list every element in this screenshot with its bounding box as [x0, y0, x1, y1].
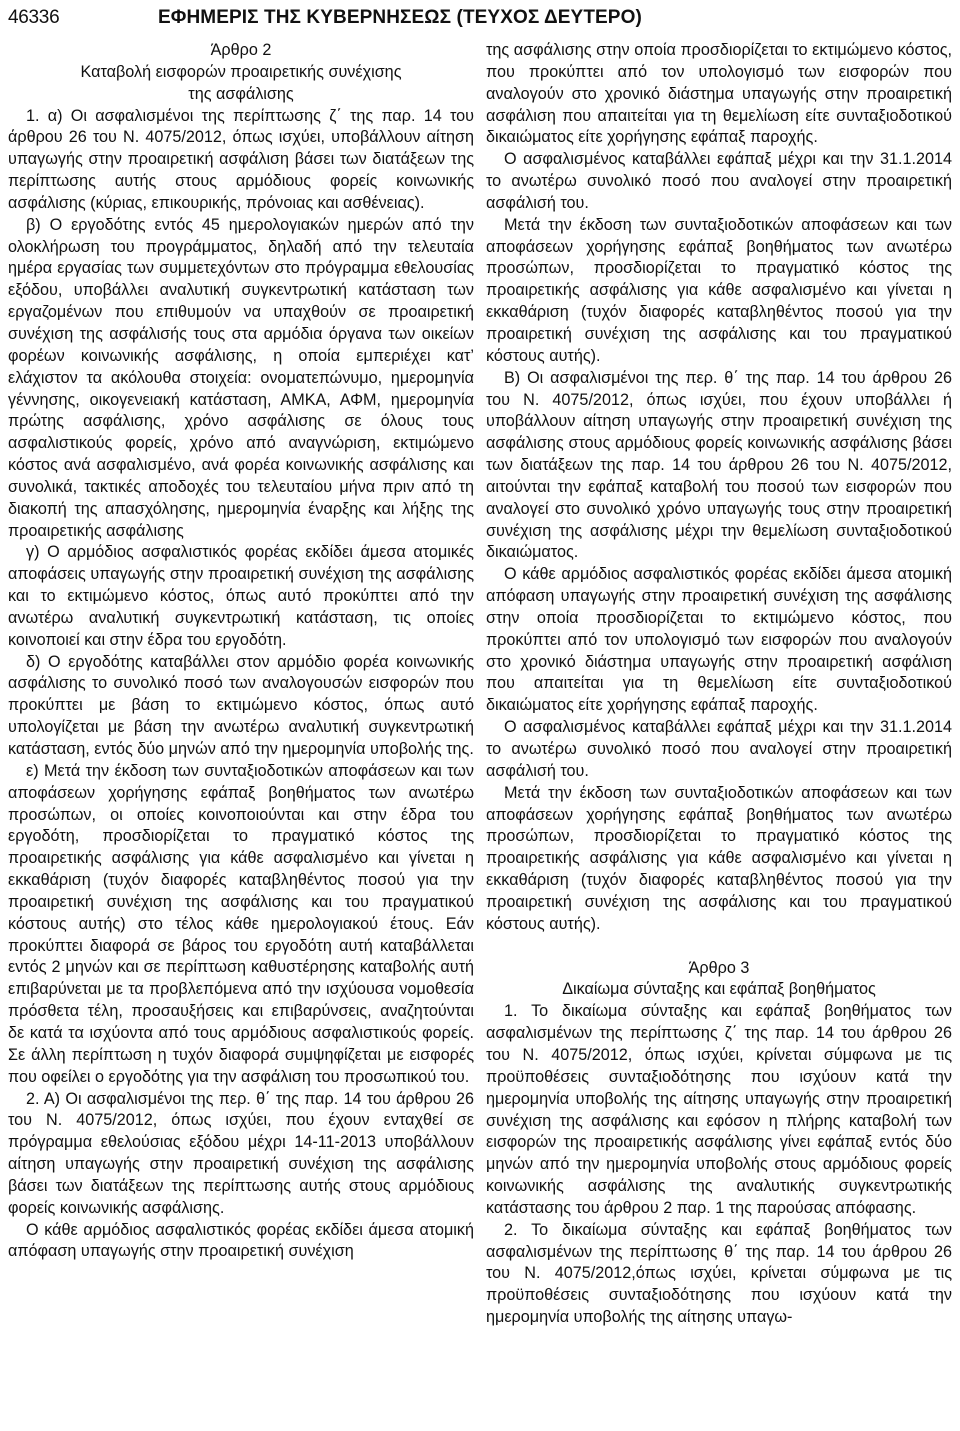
paragraph: Ο κάθε αρμόδιος ασφαλιστικός φορέας εκδίδει άμεσα ατομική απόφαση υπαγωγής στην προαιρετική συνέχιση της ασφάλισης στην οποία προσδιορίζεται το εκτιμώμενο κόστος, που προκύπτει από τον υπολογισμό των εισφορών που αναλογούν στο χρονικό διάστημα υπαγωγής στην προαιρετική ασφάλιση που απαιτείται για τη θεμελίωση είτε συνταξιοδοτικού δικαιώματος είτε χορήγησης εφάπαξ παροχής.: [486, 565, 952, 715]
article-3-subtitle: Δικαίωμα σύνταξης και εφάπαξ βοηθήματος: [562, 980, 876, 999]
article-3-title: Άρθρο 3: [688, 958, 750, 977]
paragraph: Ο ασφαλισμένος καταβάλλει εφάπαξ μέχρι και την 31.1.2014 το ανωτέρω συνολικό ποσό που αναλογεί στην προαιρετική ασφάλισή του.: [486, 718, 952, 780]
page-header: [8, 5, 952, 31]
page-number: 46336: [8, 7, 60, 28]
paragraph: Ο ασφαλισμένος καταβάλλει εφάπαξ μέχρι και την 31.1.2014 το ανωτέρω συνολικό ποσό που αναλογεί στην προαιρετική ασφάλισή του.: [486, 150, 952, 212]
paragraph: ε) Μετά την έκδοση των συνταξιοδοτικών αποφάσεων και των αποφάσεων χορήγησης εφάπαξ βοηθήματος των ανωτέρω προσώπων, οι οποίες κοινοποιούνται και στην έδρα του εργοδότη, προσδιορίζεται το πραγματικό κόστος της προαιρετικής ασφάλισης για κάθε ασφαλισμένο και γίνεται η εκκαθάριση (τυχόν διαφορές καταβληθέντος ποσού για την προαιρετική συνέχιση της ασφάλισης και του πραγματικού κόστους αυτής) στο τέλος κάθε ημερολογιακού έτους. Εάν προκύπτει διαφορά σε βάρος του εργοδότη αυτή καταβάλλεται εντός 2 μηνών και σε περίπτωση καθυστέρησης καταβολής αυτή επιβαρύνεται με τα προβλεπόμενα από την ισχύουσα νομοθεσία πρόσθετα τέλη, προσαυξήσεις και επιβαρύνσεις, αναζητούνται δε κατά τα ισχύοντα από τους αρμόδιους ασφαλιστικούς φορείς. Σε άλλη περίπτωση η τυχόν διαφορά συμψηφίζεται με εισφορές που οφείλει ο εργοδότης για την ασφάλιση του προσωπικού του.: [8, 761, 474, 1086]
gazette-title: ΕΦΗΜΕΡΙΣ ΤΗΣ ΚΥΒΕΡΝΗΣΕΩΣ (ΤΕΥΧΟΣ ΔΕΥΤΕΡΟ): [158, 7, 642, 28]
paragraph: Μετά την έκδοση των συνταξιοδοτικών αποφάσεων και των αποφάσεων χορήγησης εφάπαξ βοηθήματος των ανωτέρω προσώπων, προσδιορίζεται το πραγματικό κόστος της προαιρετικής ασφάλισης για κάθε ασφαλισμένο και γίνεται η εκκαθάριση (τυχόν διαφορές καταβληθέντος ποσού για την προαιρετική συνέχιση της ασφάλισης και του πραγματικού κόστους αυτής).: [486, 783, 952, 933]
right-column: [486, 40, 952, 1329]
article-2-subtitle-line-1: Καταβολή εισφορών προαιρετικής συνέχισης: [80, 62, 402, 81]
paragraph: Ο κάθε αρμόδιος ασφαλιστικός φορέας εκδίδει άμεσα ατομική απόφαση υπαγωγής στην προαιρετική συνέχιση: [8, 1220, 474, 1261]
paragraph: 2. Το δικαίωμα σύνταξης και εφάπαξ βοηθήματος των ασφαλισμένων της περίπτωσης θ΄ της παρ. 14 του άρθρου 26 του Ν. 4075/2012,όπως ισχύει, κρίνεται σύμφωνα με τις προϋποθέσεις συνταξιοδότησης που ισχύουν κατά την ημερομηνία υποβολής της αίτησης υπαγω-: [486, 1220, 952, 1327]
article-2-title: Άρθρο 2: [210, 41, 272, 59]
paragraph: της ασφάλισης στην οποία προσδιορίζεται το εκτιμώμενο κόστος, που προκύπτει από τον υπολογισμό των εισφορών που αναλογούν στο χρονικό διάστημα υπαγωγής στην προαιρετική ασφάλιση που απαιτείται για τη θεμελίωση είτε συνταξιοδοτικού δικαιώματος είτε χορήγησης εφάπαξ παροχής.: [486, 41, 952, 147]
paragraph: 1. Το δικαίωμα σύνταξης και εφάπαξ βοηθήματος των ασφαλισμένων της περίπτωσης ζ΄ της παρ. 14 του άρθρου 26 του Ν. 4075/2012, όπως ισχύει, κρίνεται σύμφωνα με τις προϋποθέσεις συνταξιοδότησης που ισχύουν κατά την ημερομηνία υποβολής της αίτησης υπαγωγής στην προαιρετική συνέχιση της ασφάλισης και εφόσον η πλήρης καταβολή των εισφορών της προαιρετικής ασφάλισης γίνει εφάπαξ εντός δύο μηνών από την ημερομηνία υποβολής στους αρμόδιους φορείς κοινωνικής ασφάλισης της αναλυτικής συγκεντρωτικής κατάστασης του άρθρου 2 παρ. 1 της παρούσας απόφασης.: [486, 1002, 952, 1217]
paragraph: 1. α) Οι ασφαλισμένοι της περίπτωσης ζ΄ της παρ. 14 του άρθρου 26 του Ν. 4075/2012, όπως ισχύει, υποβάλλουν αίτηση υπαγωγής στην προαιρετική ασφάλιση βάσει των διατάξεων της περίπτωσης αυτής στους αρμόδιους φορείς κοινωνικής ασφάλισης (κύριας, επικουρικής, πρόνοιας και ασθένειας).: [8, 106, 474, 212]
article-2-subtitle-line-2: της ασφάλισης: [188, 84, 294, 103]
paragraph: Β) Οι ασφαλισμένοι της περ. θ΄ της παρ. 14 του άρθρου 26 του Ν. 4075/2012, όπως ισχύει, που έχουν υποβάλλει ή υποβάλλουν αίτηση υπαγωγής στην προαιρετική συνέχιση της ασφάλισης στους αρμόδιους φορείς κοινωνικής ασφάλισης βάσει των διατάξεων της παρ. 14 του άρθρου 26 του Ν. 4075/2012, αιτούνται την εφάπαξ καταβολή του ποσού των εισφορών που αναλογεί στο συνολικό χρόνο υπαγωγής τους στην προαιρετική συνέχιση της ασφάλισης μέχρι την θεμελίωση συνταξιοδοτικού δικαιώματος.: [486, 368, 952, 562]
paragraph: γ) Ο αρμόδιος ασφαλιστικός φορέας εκδίδει άμεσα ατομικές αποφάσεις υπαγωγής στην προαιρετική συνέχιση της ασφάλισης και το εκτιμώμενο κόστος, όπως αυτό προκύπτει από την ανωτέρω αναλυτική συγκεντρωτική κατάσταση, τις οποίες κοινοποιεί και στην έδρα του εργοδότη.: [8, 543, 474, 649]
paragraph: Μετά την έκδοση των συνταξιοδοτικών αποφάσεων και των αποφάσεων χορήγησης εφάπαξ βοηθήματος των ανωτέρω προσώπων, προσδιορίζεται το πραγματικό κόστος της προαιρετικής ασφάλισης για κάθε ασφαλισμένο και γίνεται η εκκαθάριση (τυχόν διαφορές καταβληθέντος ποσού για την προαιρετική συνέχιση της ασφάλισης και του πραγματικού κόστους αυτής).: [486, 215, 952, 365]
paragraph: 2. Α) Οι ασφαλισμένοι της περ. θ΄ της παρ. 14 του άρθρου 26 του Ν. 4075/2012, όπως ισχύει, που έχουν ενταχθεί σε πρόγραμμα εθελούσιας εξόδου μέχρι 14-11-2013 υποβάλλουν αίτηση υπαγωγής στην προαιρετική συνέχιση της ασφάλισης βάσει των διατάξεων της περίπτωσης αυτής στους αρμόδιους φορείς κοινωνικής ασφάλισης.: [8, 1089, 474, 1217]
paragraph: δ) Ο εργοδότης καταβάλλει στον αρμόδιο φορέα κοινωνικής ασφάλισης το συνολικό ποσό των αναλογουσών εισφορών που προκύπτει με βάση το εκτιμώμενο κόστος, όπως αυτό υπολογίζεται με βάση την ανωτέρω αναλυτική συγκεντρωτική κατάσταση, εντός δύο μηνών από την ημερομηνία υποβολής της.: [8, 652, 474, 758]
left-column: [8, 40, 474, 1329]
section-spacer: [486, 936, 952, 958]
paragraph: β) Ο εργοδότης εντός 45 ημερολογιακών ημερών από την ολοκλήρωση του προγράμματος, δηλαδή από την τελευταία ημέρα εργασίας των συμμετεχόντων στο πρόγραμμα εθελουσίας εξόδου, υποβάλλει αναλυτική συγκεντρωτική κατάσταση των εργαζομένων που επιθυμούν να υπαχθούν σε προαιρετική συνέχιση της ασφάλισής τους στα αρμόδια όργανα των οικείων φορέων κοινωνικής ασφάλισης, η οποία εμπεριέχει κατ’ ελάχιστον τα ακόλουθα στοιχεία: ονοματεπώνυμο, ημερομηνία γέννησης, οικογενειακή κατάσταση, ΑΜΚΑ, ΑΦΜ, ημερομηνία πρώτης ασφάλισης, χρόνο ασφάλισης σε όλους τους ασφαλιστικούς φορείς, χρόνο από αναγνώριση, εκτιμώμενο κόστος ανά ασφαλισμένο, ανά φορέα κοινωνικής ασφάλισης και συνολικά, τακτικές αποδοχές του τελευταίου μήνα πριν από τη διακοπή της απασχόλησης, ημερομηνία έναρξης και λήξης της προαιρετικής ασφάλισης: [8, 215, 474, 540]
text-columns: [8, 40, 952, 1329]
